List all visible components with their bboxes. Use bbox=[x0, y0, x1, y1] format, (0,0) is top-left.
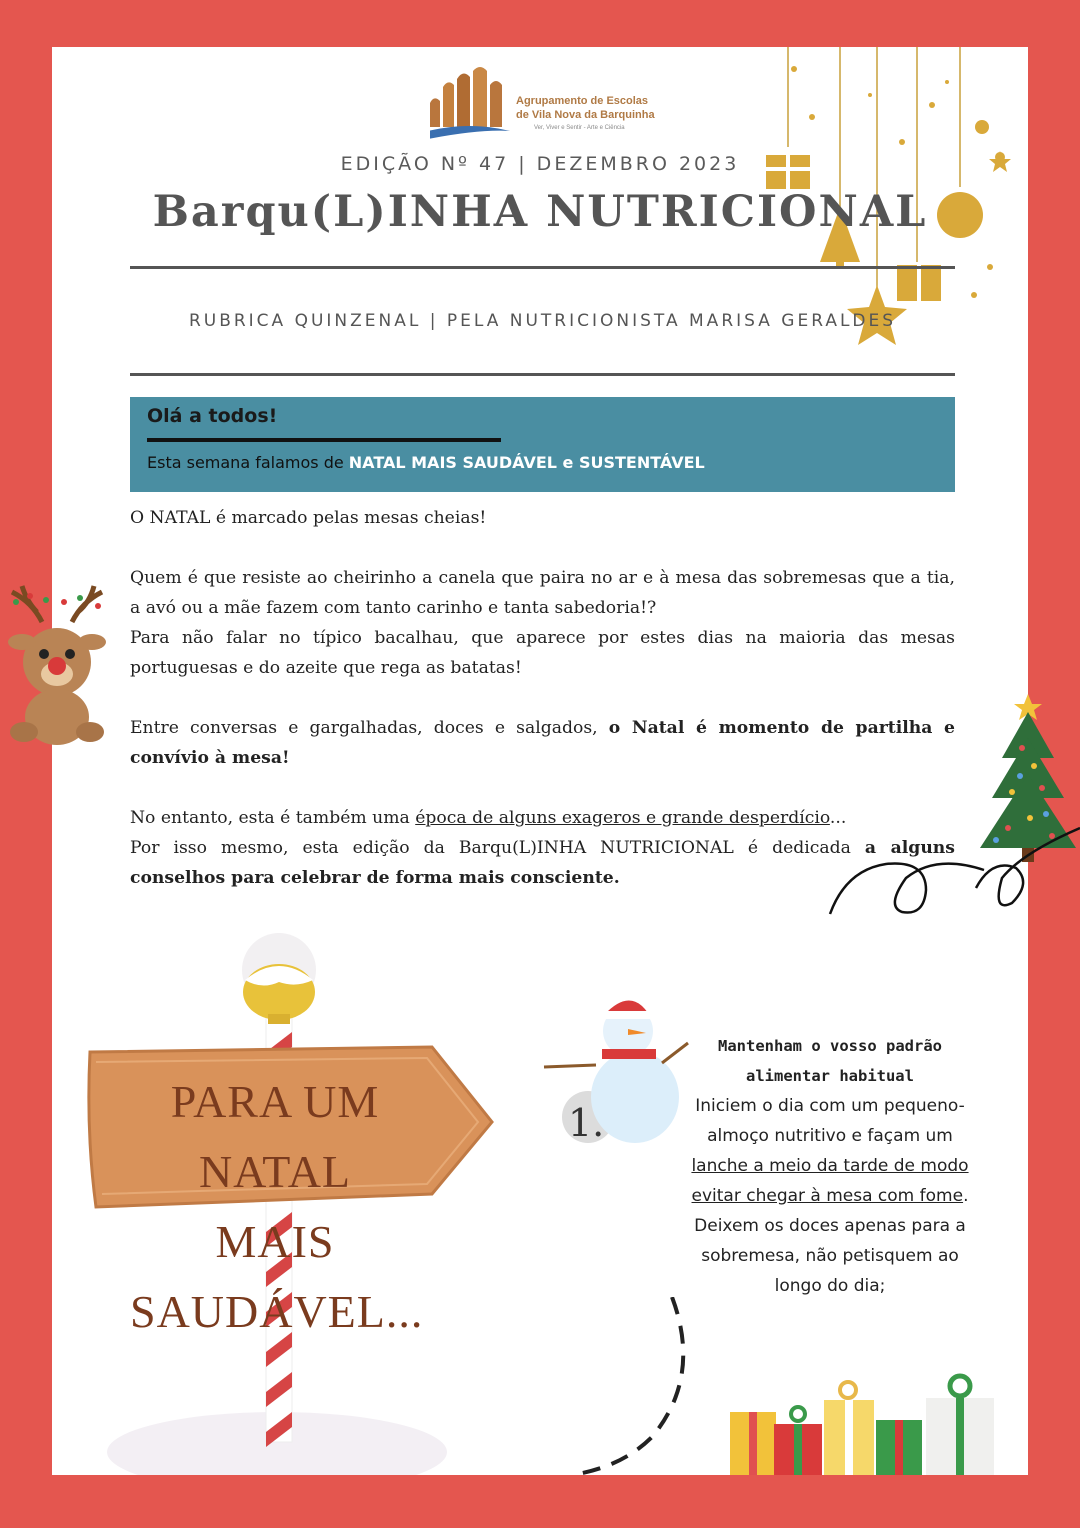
tip-body bbox=[680, 1091, 980, 1301]
signpost-line-2: MAIS SAUDÁVEL... bbox=[130, 1216, 424, 1337]
newsletter-page bbox=[52, 47, 1028, 1475]
paragraph-3: Para não falar no típico bacalhau, que aparece por estes dias na maioria das mesas portuguesas e do azeite que rega as batatas! bbox=[130, 628, 955, 678]
divider-top bbox=[130, 266, 955, 269]
divider-bottom bbox=[130, 373, 955, 376]
reindeer-illustration bbox=[2, 582, 114, 748]
paragraph-5-underline: época de alguns exageros e grande desperdício bbox=[415, 808, 830, 828]
paragraph-2: Quem é que resiste ao cheirinho a canela que paira no ar e à mesa das sobremesas que a tia, a avó ou a mãe fazem com tanto carinho e tanta sabedoria!? bbox=[130, 568, 955, 618]
tip-body-intro: Iniciem o dia com um pequeno-almoço nutritivo e façam um bbox=[695, 1096, 965, 1146]
logo-tagline: Ver, Viver e Sentir - Arte e Ciência bbox=[534, 125, 625, 131]
signpost-line-1: PARA UM NATAL bbox=[170, 1076, 380, 1197]
tip-1 bbox=[680, 1031, 980, 1301]
tip-body-end: . Deixem os doces apenas para a sobremesa, não petisquem ao longo do dia; bbox=[694, 1186, 969, 1296]
article-body bbox=[130, 503, 955, 893]
tip-number: 1. bbox=[568, 1101, 605, 1145]
paragraph-5-end: ... bbox=[829, 808, 847, 828]
logo-line-1: Agrupamento de Escolas bbox=[516, 95, 649, 107]
gift-boxes-decoration bbox=[728, 1372, 1028, 1475]
paragraph-1: O NATAL é marcado pelas mesas cheias! bbox=[130, 508, 487, 528]
paragraph-4-text: Entre conversas e gargalhadas, doces e salgados, bbox=[130, 718, 609, 738]
signpost-text bbox=[130, 1067, 424, 1347]
paragraph-4-bold: o Natal é momento de partilha e convívio à mesa! bbox=[130, 718, 955, 768]
intro-banner bbox=[130, 397, 955, 492]
paragraph-4 bbox=[130, 713, 955, 773]
edition-line: EDIÇÃO Nº 47 | DEZEMBRO 2023 bbox=[340, 153, 740, 175]
banner-underline bbox=[147, 438, 501, 442]
banner-subtitle bbox=[147, 453, 705, 472]
curly-line-decoration bbox=[826, 850, 986, 920]
tip-title: Mantenham o vosso padrão alimentar habitual bbox=[718, 1037, 942, 1085]
logo-line-2: de Vila Nova da Barquinha bbox=[516, 109, 655, 121]
banner-subtitle-prefix: Esta semana falamos de bbox=[147, 453, 349, 472]
tip-body-underline: lanche a meio da tarde de modo evitar chegar à mesa com fome bbox=[691, 1156, 969, 1206]
paragraph-6-bold: a alguns conselhos para celebrar de forma mais consciente. bbox=[130, 838, 955, 888]
rubrica-line: RUBRICA QUINZENAL | PELA NUTRICIONISTA MARISA GERALDES bbox=[188, 311, 897, 331]
paragraph-5 bbox=[130, 803, 955, 833]
newsletter-title: Barqu(L)INHA NUTRICIONAL bbox=[152, 187, 928, 237]
dashed-path-decoration bbox=[502, 1297, 702, 1475]
snowman-illustration bbox=[540, 987, 690, 1162]
banner-subtitle-topic: NATAL MAIS SAUDÁVEL e SUSTENTÁVEL bbox=[348, 453, 705, 472]
paragraph-5-text: No entanto, esta é também uma bbox=[130, 808, 416, 828]
christmas-tree-illustration bbox=[972, 688, 1080, 918]
banner-title: Olá a todos! bbox=[147, 405, 278, 427]
paragraph-6-text: Por isso mesmo, esta edição da Barqu(L)INHA NUTRICIONAL é dedicada bbox=[130, 838, 865, 858]
